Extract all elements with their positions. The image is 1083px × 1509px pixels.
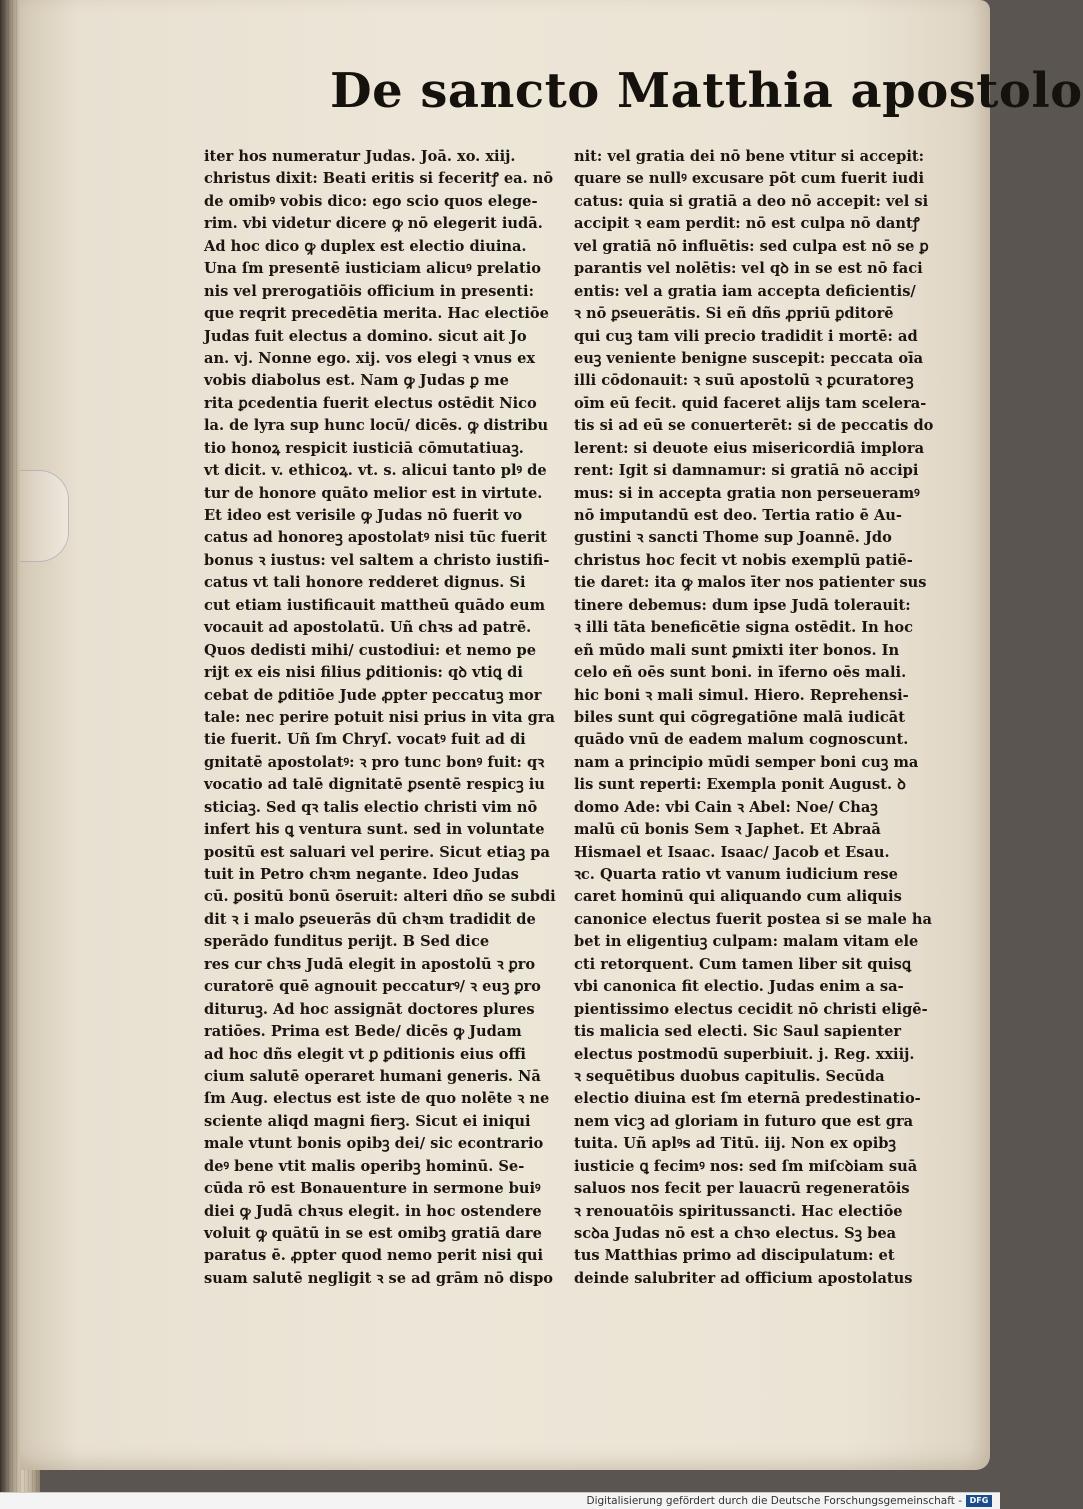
text-line: ꝛ sequētibus duobus capitulis. Secūda	[574, 1067, 885, 1085]
text-line: saluos nos fecit per lauacrū regeneratōis	[574, 1180, 910, 1198]
text-line: gustini ꝛ sancti Thome sup Joannē. Jdo	[574, 529, 892, 547]
text-line: an. vj. Nonne ego. xij. vos elegi ꝛ vnus ex	[204, 349, 536, 367]
text-line: ad hoc dñs elegit vt ꝑ ꝑditionis eius offi	[204, 1045, 526, 1063]
text-line: ratiōes. Prima est Bede/ dicēs ꝙ Judam	[204, 1023, 522, 1041]
text-line: vobis diabolus est. Nam ꝙ Judas ꝑ me	[204, 372, 509, 390]
text-line: christus hoc fecit vt nobis exemplū patiē-	[574, 551, 913, 569]
text-line: illi cōdonauit: ꝛ suū apostolū ꝛ ꝑcuratoreꝫ	[574, 372, 914, 390]
text-line: cut etiam iustificauit mattheū quādo eum	[204, 596, 546, 614]
text-line: tuit in Petro chꝛm negante. Ideo Judas	[204, 866, 519, 883]
text-line: la. de lyra sup hunc locū/ dicēs. ꝙ distribu	[204, 417, 549, 435]
text-line: res cur chꝛs Judā elegit in apostolū ꝛ ꝑro	[204, 955, 536, 973]
text-line: scꝺa Judas nō est a chꝛo electus. Sꝫ bea	[574, 1225, 897, 1242]
text-line: nam a principio mūdi semper boni cuꝫ ma	[574, 753, 919, 771]
text-line: infert his ꝗ ventura sunt. sed in voluntate	[204, 821, 545, 839]
right-text-column	[574, 146, 938, 1290]
text-line: lis sunt reperti: Exempla ponit August. ꝺ	[574, 776, 906, 794]
text-line: mus: si in accepta gratia non perseueramꝰ	[574, 484, 920, 502]
text-line: tur de honore quāto melior est in virtute.	[204, 484, 543, 502]
text-line: celo eñ oēs sunt boni. in īferno oēs mali.	[574, 664, 907, 682]
text-line: Una ſm presentē iusticiam alicuꝰ prelatio	[204, 260, 542, 278]
dfg-logo-icon: DFG	[966, 1495, 992, 1507]
text-line: eñ mūdo mali sunt ꝑmixti iter bonos. In	[574, 641, 900, 659]
text-line: ꝛ illi tāta beneficētie signa ostēdit. In hoc	[574, 619, 914, 637]
text-line: catus ad honoreꝫ apostolatꝰ nisi tūc fuerit	[204, 529, 547, 547]
text-line: cti retorquent. Cum tamen liber sit quisꝗ	[574, 955, 912, 973]
text-line: accipit ꝛ eam perdit: nō est culpa nō dantꝭ	[574, 215, 920, 233]
text-line: dit ꝛ i malo ꝑseuerās dū chꝛm tradidit de	[204, 910, 536, 928]
text-line: christus dixit: Beati eritis si feceritꝭ ea. nō	[204, 170, 554, 188]
text-line: cūda rō est Bonauenture in sermone buiꝰ	[204, 1180, 541, 1198]
text-line: sticiaꝫ. Sed qꝛ talis electio christi vim nō	[204, 798, 538, 816]
text-line: Hismael et Isaac. Isaac/ Jacob et Esau.	[574, 843, 890, 861]
text-line: oīm eū fecit. quid faceret alijs tam scelera-	[574, 394, 927, 412]
text-line: tie fuerit. Uñ ſm Chryſ. vocatꝰ fuit ad di	[204, 731, 526, 749]
text-line: caret hominū qui aliquando cum aliquis	[574, 888, 902, 906]
text-line: electio diuina est ſm eternā predestinatio-	[574, 1090, 921, 1108]
text-line: paratus ē. ꝓpter quod nemo perit nisi qui	[204, 1247, 544, 1265]
text-line: rim. vbi videtur dicere ꝙ nō elegerit iudā.	[204, 215, 543, 233]
text-line: tinere debemus: dum ipse Judā tolerauit:	[574, 596, 911, 614]
text-line: nō imputandū est deo. Tertia ratio ē Au-	[574, 507, 902, 524]
text-line: que reqrit precedētia merita. Hac electiōe	[204, 305, 549, 323]
text-line: curatorē quē agnouit peccaturꝰ/ ꝛ euꝫ ꝑro	[204, 978, 541, 996]
text-line: vocauit ad apostolatū. Uñ chꝛs ad patrē.	[204, 619, 532, 637]
text-line: ſm Aug. electus est iste de quo nolēte ꝛ ne	[204, 1090, 550, 1108]
text-line: rijt ex eis nisi filius ꝑditionis: qꝺ vtiꝗ di	[204, 664, 523, 682]
text-line: cium salutē operaret humani generis. Nā	[204, 1067, 541, 1085]
text-line: vel gratiā nō influētis: sed culpa est nō se ꝑ	[574, 237, 929, 255]
digitization-footer	[0, 1492, 1000, 1509]
text-line: malū cū bonis Sem ꝛ Japhet. Et Abraā	[574, 821, 881, 839]
text-line: positū est saluari vel perire. Sicut etiaꝫ pa	[204, 843, 550, 861]
text-line: de omibꝰ vobis dico: ego scio quos elege-	[204, 192, 538, 210]
text-line: tis si ad eū se conuerterēt: si de peccatis do	[574, 417, 934, 435]
text-line: biles sunt qui cōgregatiōne malā iudicāt	[574, 708, 905, 726]
text-line: rita ꝑcedentia fuerit electus ostēdit Nico	[204, 394, 537, 412]
text-line: parantis vel nolētis: vel qꝺ in se est nō faci	[574, 260, 923, 278]
text-line: gnitatē apostolatꝰ: ꝛ pro tunc bonꝰ fuit: qꝛ	[204, 753, 545, 771]
text-line: vocatio ad talē dignitatē ꝑsentē respicꝫ iu	[204, 776, 545, 794]
text-line: quādo vnū de eadem malum cognoscunt.	[574, 731, 909, 749]
footer-credit-text: Digitalisierung gefördert durch die Deutsche Forschungsgemeinschaft -	[586, 1495, 962, 1507]
text-line: ꝛc. Quarta ratio vt vanum iudicium rese	[574, 866, 898, 883]
text-line: vt dicit. v. ethicoꝝ. vt. s. alicui tanto plꝰ de	[204, 462, 547, 480]
text-line: vbi canonica fit electio. Judas enim a sa-	[574, 978, 904, 996]
text-line: catus vt tali honore redderet dignus. Si	[204, 574, 526, 592]
text-line: bonus ꝛ iustus: vel saltem a christo iustifi-	[204, 551, 550, 569]
text-line: dituruꝫ. Ad hoc assignāt doctores plures	[204, 1000, 535, 1018]
page-clip	[20, 470, 69, 562]
text-line: male vtunt bonis opibꝫ dei/ sic econtrario	[204, 1135, 544, 1153]
text-line: voluit ꝙ quātū in se est omibꝫ gratiā dare	[204, 1225, 542, 1242]
text-line: tus Matthias primo ad discipulatum: et	[574, 1247, 895, 1265]
text-line: nit: vel gratia dei nō bene vtitur si accepit:	[574, 148, 925, 165]
text-line: tis malicia sed electi. Sic Saul sapienter	[574, 1023, 902, 1041]
text-line: tuita. Uñ aplꝰs ad Titū. iij. Non ex opibꝫ	[574, 1135, 896, 1153]
text-line: cū. ꝑositū bonū ōseruit: alteri dño se subdi	[204, 888, 556, 906]
text-line: nem vicꝫ ad gloriam in futuro que est gra	[574, 1112, 914, 1130]
text-line: cebat de ꝑditiōe Jude ꝓpter peccatuꝫ mor	[204, 686, 542, 704]
text-line: electus postmodū superbiuit. j. Reg. xxiij.	[574, 1045, 915, 1063]
text-line: tale: nec perire potuit nisi prius in vita gra	[204, 708, 556, 726]
text-line: catus: quia si gratiā a deo nō accepit: vel si	[574, 192, 929, 210]
text-line: nis vel prerogatiōis officium in presenti:	[204, 282, 534, 300]
text-line: sciente aliqd magni fierꝫ. Sicut ei iniqui	[204, 1112, 531, 1130]
text-line: Ad hoc dico ꝙ duplex est electio diuina.	[204, 237, 527, 255]
text-line: ꝛ nō ꝑseuerātis. Si eñ dñs ꝓpriū ꝑditorē	[574, 305, 894, 323]
text-line: Et ideo est verisile ꝙ Judas nō fuerit vo	[204, 507, 523, 524]
text-line: lerent: si deuote eius misericordiā implora	[574, 439, 925, 457]
text-line: rent: Igit si damnamur: si gratiā nō accipi	[574, 462, 919, 480]
text-line: iter hos numeratur Judas. Joā. xo. xiij.	[204, 148, 516, 165]
text-line: hic boni ꝛ mali simul. Hiero. Reprehensi-	[574, 686, 909, 704]
text-line: Judas fuit electus a domino. sicut ait Jo	[204, 327, 527, 345]
text-line: qui cuꝫ tam vili precio tradidit i mortē: ad	[574, 327, 918, 345]
text-line: deꝰ bene vtit malis operibꝫ hominū. Se-	[204, 1157, 525, 1175]
text-line: pientissimo electus cecidit nō christi eligē-	[574, 1000, 928, 1018]
left-text-column	[204, 146, 574, 1290]
text-line: canonice electus fuerit postea si se male ha	[574, 910, 932, 928]
text-line: sperādo funditus perijt. B Sed dice	[204, 933, 490, 951]
text-line: bet in eligentiuꝫ culpam: malam vitam ele	[574, 933, 919, 951]
text-line: quare se nullꝰ excusare pōt cum fuerit iudi	[574, 170, 924, 188]
text-line: tio honoꝝ respicit iusticiā cōmutatiuaꝫ.	[204, 439, 524, 457]
text-line: entis: vel a gratia iam accepta deficientis/	[574, 282, 916, 300]
text-line: deinde salubriter ad officium apostolatus	[574, 1269, 913, 1287]
text-line: iusticie ꝗ fecimꝰ nos: sed ſm miſcꝺiam suā	[574, 1157, 918, 1175]
text-line: domo Ade: vbi Cain ꝛ Abel: Noe/ Chaꝫ	[574, 798, 878, 816]
text-line: tie daret: ita ꝙ malos īter nos patienter sus	[574, 574, 927, 592]
text-line: Quos dedisti mihi/ custodiui: et nemo pe	[204, 641, 537, 659]
text-line: ꝛ renouatōis spiritussancti. Hac electiōe	[574, 1202, 903, 1220]
text-line: suam salutē negligit ꝛ se ad grām nō dispo	[204, 1269, 554, 1287]
page-running-header: De sancto Matthia apostolo	[330, 63, 1083, 119]
text-line: diei ꝙ Judā chꝛus elegit. in hoc ostendere	[204, 1202, 542, 1220]
text-line: euꝫ veniente benigne suscepit: peccata oīa	[574, 349, 924, 367]
